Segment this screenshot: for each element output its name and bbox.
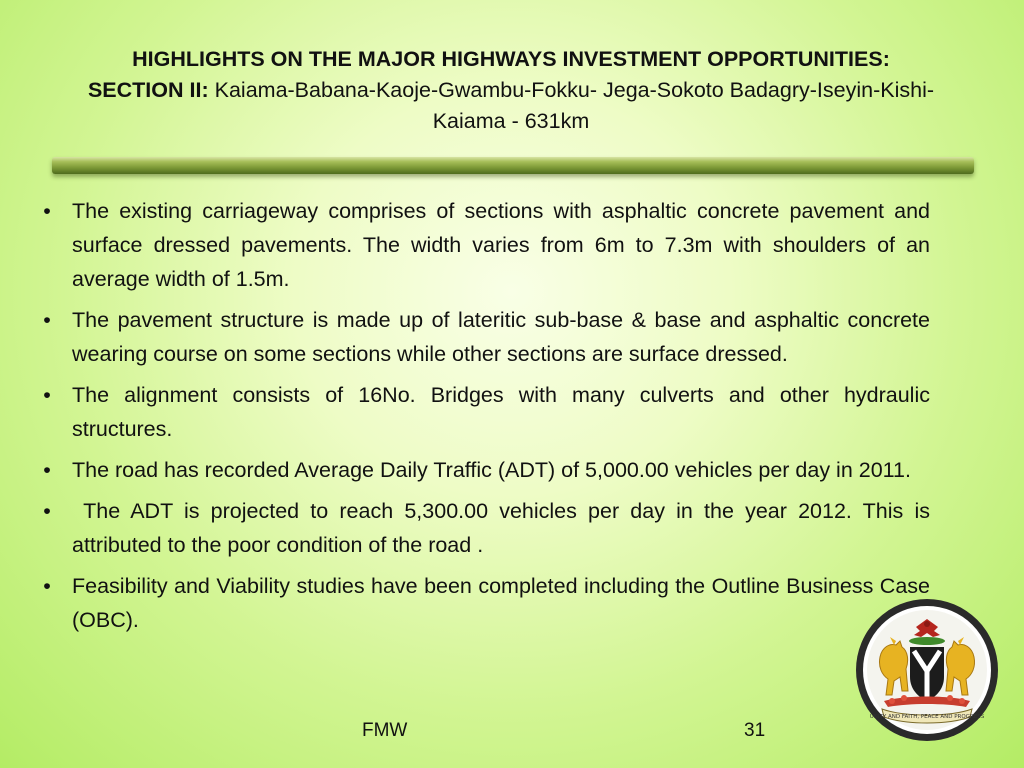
bullet-icon: • bbox=[43, 308, 51, 332]
bullet-text: The alignment consists of 16No. Bridges with many culverts and other hydraulic structures. bbox=[72, 383, 930, 441]
bullet-list bbox=[40, 194, 936, 644]
bullet-text: Feasibility and Viability studies have been completed including the Outline Business Case (OBC). bbox=[72, 574, 930, 632]
bullet-item bbox=[40, 303, 930, 371]
bullet-icon: • bbox=[43, 499, 51, 523]
section-prefix: SECTION II: bbox=[87, 78, 209, 102]
bullet-text: The pavement structure is made up of lateritic sub-base & base and asphaltic concrete wearing course on some sections while other sections are surface dressed. bbox=[72, 308, 930, 366]
bullet-icon: • bbox=[43, 199, 51, 223]
bullet-item bbox=[40, 453, 930, 487]
bullet-icon: • bbox=[43, 458, 51, 482]
title-divider-bar bbox=[52, 157, 974, 174]
title-section-line bbox=[70, 75, 952, 137]
bullet-icon: • bbox=[43, 383, 51, 407]
section-route-text: Kaiama-Babana-Kaoje-Gwambu-Fokku- Jega-Sokoto Badagry-Iseyin-Kishi-Kaiama - 631km bbox=[214, 78, 935, 133]
title-heading: HIGHLIGHTS ON THE MAJOR HIGHWAYS INVESTMENT OPPORTUNITIES: bbox=[132, 47, 890, 71]
bullet-item bbox=[40, 494, 936, 562]
motto-text: UNITY AND FAITH, PEACE AND PROGRESS bbox=[869, 714, 985, 720]
bullet-text: The ADT is projected to reach 5,300.00 vehicles per day in the year 2012. This is attributed to the poor condition of the road . bbox=[72, 499, 936, 557]
nigeria-coat-of-arms-icon bbox=[854, 597, 1000, 743]
bullet-icon: • bbox=[43, 574, 51, 598]
page-number: 31 bbox=[744, 720, 766, 741]
bullet-item bbox=[40, 194, 930, 296]
footer-label: FMW bbox=[362, 720, 408, 741]
bullet-item bbox=[40, 378, 930, 446]
slide-title bbox=[70, 44, 952, 137]
bullet-text: The road has recorded Average Daily Traffic (ADT) of 5,000.00 vehicles per day in 2011. bbox=[72, 458, 911, 482]
bullet-item bbox=[40, 569, 930, 637]
bullet-text: The existing carriageway comprises of sections with asphaltic concrete pavement and surface dressed pavements. The width varies from 6m to 7.3m with shoulders of an average width of 1.5m. bbox=[72, 199, 930, 291]
